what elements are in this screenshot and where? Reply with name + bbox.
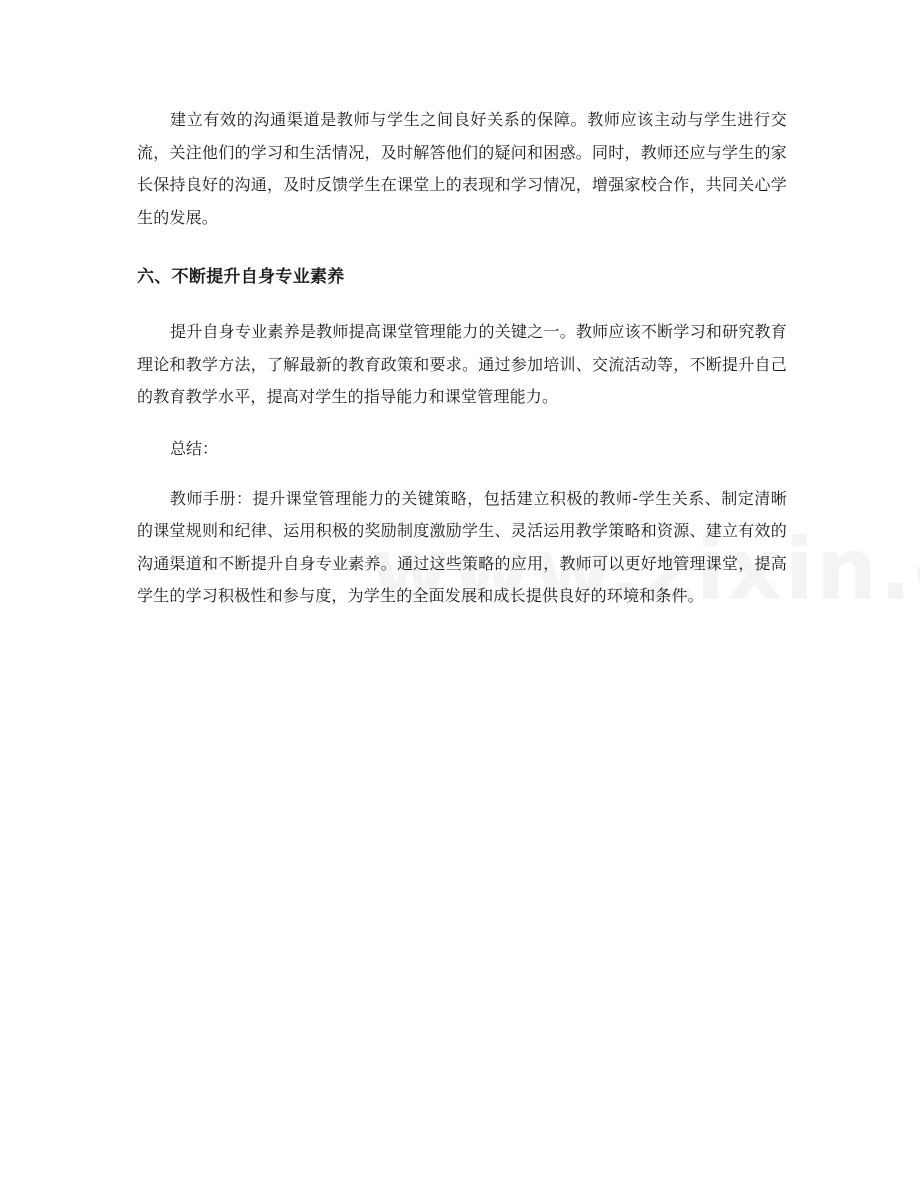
section-heading: 六、不断提升自身专业素养 (137, 267, 345, 287)
summary-label: 总结： (170, 438, 219, 458)
document-body (137, 104, 787, 613)
paragraph-professional: 提升自身专业素养是教师提高课堂管理能力的关键之一。教师应该不断学习和研究教育理论和教学方法，了解最新的教育政策和要求。通过参加培训、交流活动等，不断提升自己的教育教学水平，提高对学生的指导能力和课堂管理能力。 (137, 322, 787, 406)
paragraph-summary: 教师手册：提升课堂管理能力的关键策略，包括建立积极的教师-学生关系、制定清晰的课堂规则和纪律、运用积极的奖励制度激励学生、灵活运用教学策略和资源、建立有效的沟通渠道和不断提升自身专业素养。通过这些策略的应用，教师可以更好地管理课堂，提高学生的学习积极性和参与度，为学生的全面发展和成长提供良好的环境和条件。 (137, 488, 787, 605)
paragraph-communication: 建立有效的沟通渠道是教师与学生之间良好关系的保障。教师应该主动与学生进行交流，关注他们的学习和生活情况，及时解答他们的疑问和困惑。同时，教师还应与学生的家长保持良好的沟通，及时反馈学生在课堂上的表现和学习情况，增强家校合作，共同关心学生的发展。 (137, 110, 787, 227)
